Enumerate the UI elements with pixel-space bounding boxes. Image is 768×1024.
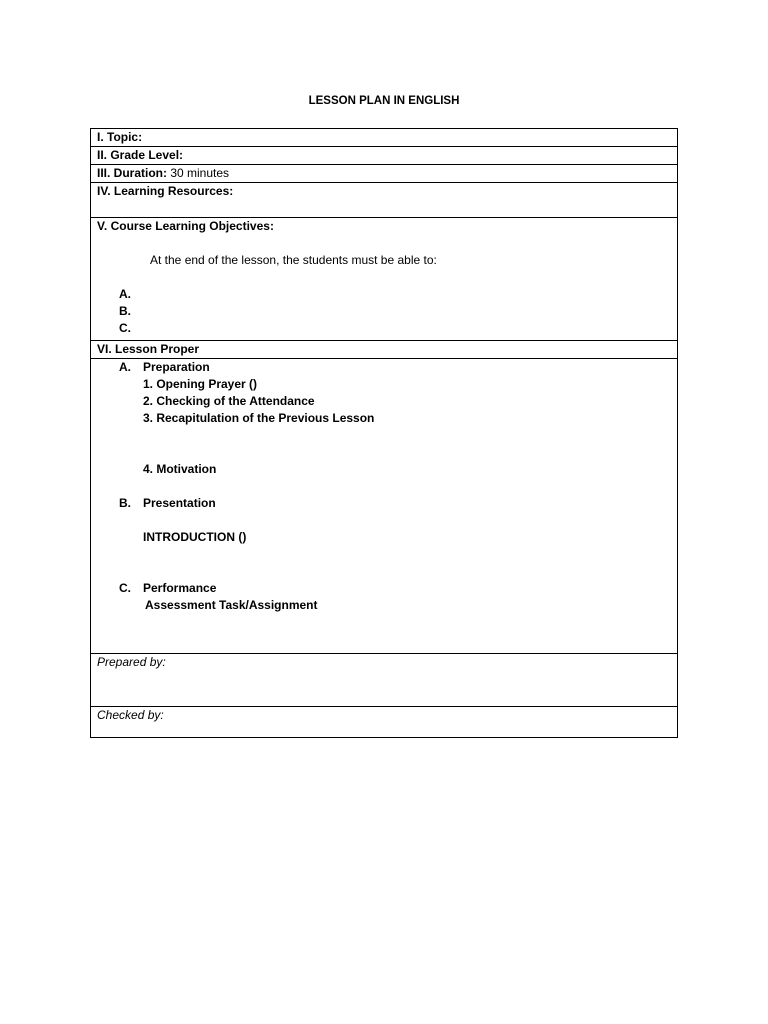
grade-level-label: II. Grade Level: xyxy=(97,148,184,162)
lesson-plan-table xyxy=(90,128,678,738)
performance-heading xyxy=(97,580,671,597)
assessment-label: Assessment Task/Assignment xyxy=(145,598,318,612)
lesson-proper-body xyxy=(91,359,678,654)
checked-by-row xyxy=(91,707,678,738)
duration-value: 30 minutes xyxy=(167,166,230,180)
objectives-intro: At the end of the lesson, the students must be able to: xyxy=(150,253,437,267)
lesson-proper-label: VI. Lesson Proper xyxy=(97,342,200,356)
presentation-heading xyxy=(97,495,671,512)
duration-row xyxy=(91,165,678,183)
performance-label: Performance xyxy=(143,581,217,595)
objective-c: C. xyxy=(119,321,131,335)
lesson-proper-row xyxy=(91,341,678,359)
prepared-by-label: Prepared by: xyxy=(97,655,166,669)
objectives-row xyxy=(91,218,678,341)
preparation-heading xyxy=(97,359,671,376)
performance-letter: C. xyxy=(119,581,131,595)
objective-b: B. xyxy=(119,304,131,318)
step-recapitulation: 3. Recapitulation of the Previous Lesson xyxy=(143,411,375,425)
learning-resources-label: IV. Learning Resources: xyxy=(97,184,234,198)
duration-label: III. Duration: xyxy=(97,166,167,180)
step-motivation: 4. Motivation xyxy=(143,462,217,476)
step-opening-prayer: 1. Opening Prayer () xyxy=(143,377,258,391)
preparation-letter: A. xyxy=(119,360,131,374)
step-checking-attendance: 2. Checking of the Attendance xyxy=(143,394,315,408)
learning-resources-row xyxy=(91,183,678,218)
prepared-by-row xyxy=(91,654,678,707)
topic-row xyxy=(91,129,678,147)
presentation-letter: B. xyxy=(119,496,131,510)
objective-a: A. xyxy=(119,287,131,301)
checked-by-label: Checked by: xyxy=(97,708,164,722)
objectives-label: V. Course Learning Objectives: xyxy=(97,219,274,233)
topic-label: I. Topic: xyxy=(97,130,143,144)
presentation-label: Presentation xyxy=(143,496,216,510)
introduction-label: INTRODUCTION () xyxy=(143,530,247,544)
preparation-label: Preparation xyxy=(143,360,210,374)
document-title: LESSON PLAN IN ENGLISH xyxy=(308,95,460,107)
grade-level-row xyxy=(91,147,678,165)
